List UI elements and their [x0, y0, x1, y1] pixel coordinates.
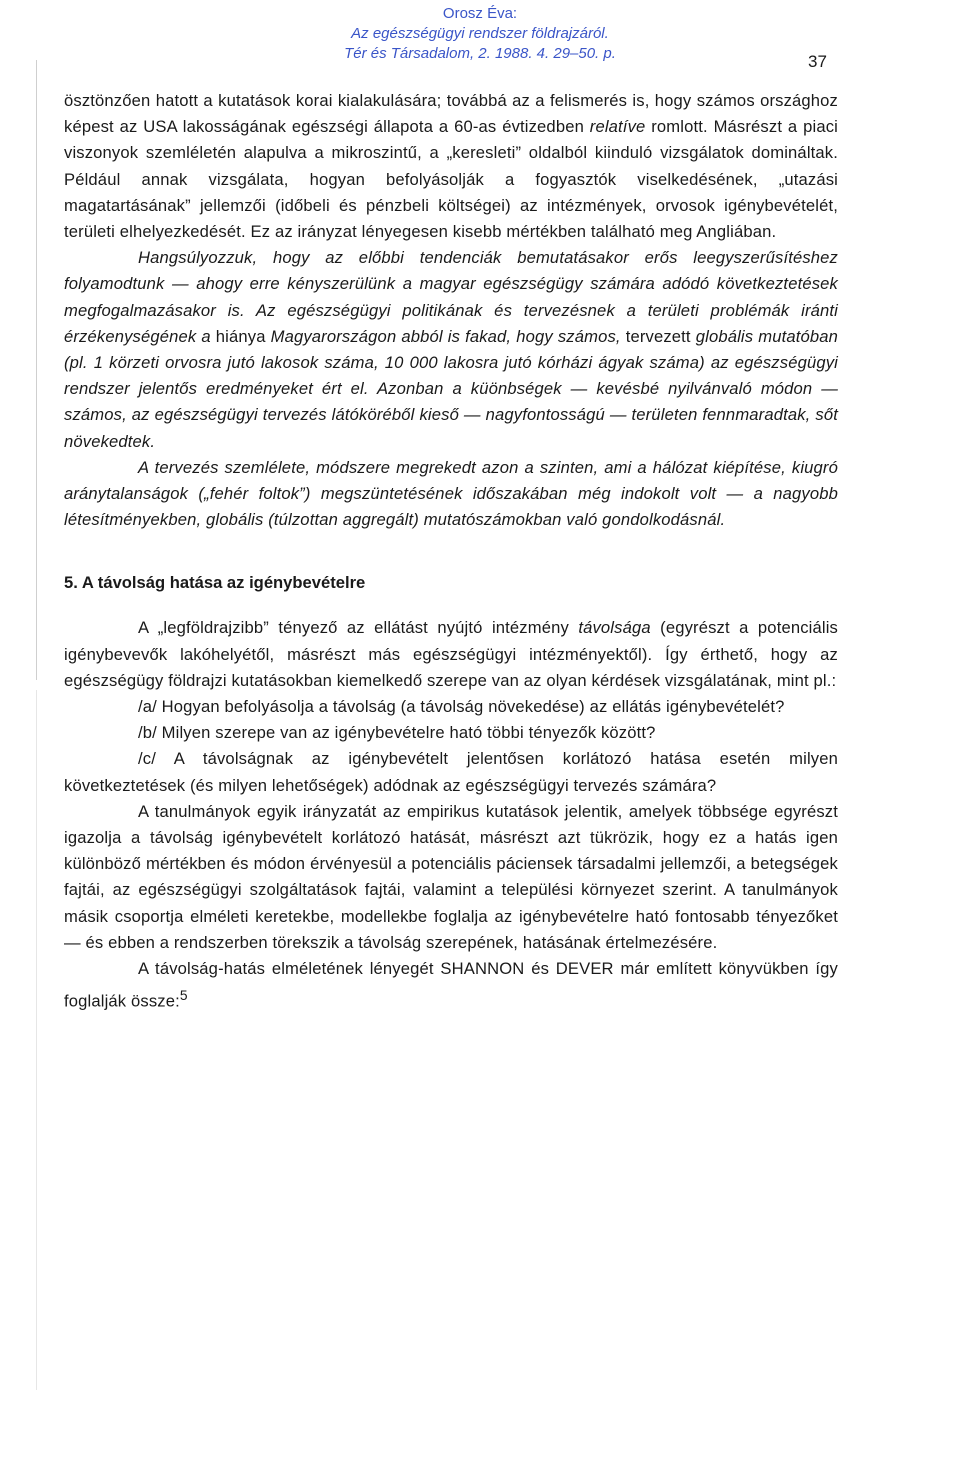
text-run: hiánya: [215, 326, 271, 346]
text-run: relatíve: [589, 117, 646, 137]
header-title: Az egészségügyi rendszer földrajzáról.: [351, 25, 609, 42]
paragraph: [64, 245, 838, 455]
footnote-ref: 5: [179, 987, 188, 1004]
text-run: tervezett: [620, 326, 696, 346]
text-run: A tanulmányok egyik irányzatát az empirikus kutatások jelentik, amelyek többsége egyrészt igazolja a távolság igénybevételt korlátozó hatását, másrészt azt tükrözik, hogy ez a hatás igen különböző mértékben és módon érvényesül a potenciális páciensek társadalmi jellemzői, a betegségek fajtái, az egészségügyi szolgáltatások fajtái, valamint a települési környezet szerint. A tanulmányok másik csoportja elméleti keretekbe, modellekbe foglalja az igénybevételre ható fontosabb tényezőket — és ebben a rendszerben törekszik a távolság szerepének, hatásának értelmezésére.: [64, 801, 838, 952]
text-run: A távolság-hatás elméletének lényegét SHANNON és DEVER már említett könyvükben így foglalják össze:: [64, 959, 838, 1011]
text-run: /a/ Hogyan befolyásolja a távolság (a távolság növekedése) az ellátás igénybevételét?: [138, 697, 785, 717]
text-run: romlott. Másrészt a piaci viszonyok szemléletén alapulva a mikroszintű, a „keresleti” oldalból kiinduló vizsgálatok domináltak. Például annak vizsgálata, hogyan befolyásolják a fogyasztók viselkedésének, „utazási magatartásának” jellemzői (időbeli és pénzbeli költségei) az intézmények, orvosok igénybevételét, területi elhelyezkedését. Ez az irányzat lényegesen kisebb mértékben található meg Angliában.: [64, 117, 838, 242]
text-run: Magyarországon abból is fakad, hogy számos,: [270, 326, 621, 346]
paragraph: [64, 799, 838, 956]
paragraph: [64, 615, 838, 694]
text-run: globális mutatóban (pl. 1 körzeti orvosra jutó lakosok száma, 10 000 lakosra jutó kórházi ágyak száma) az egészségügyi rendszer jelentős eredményeket ért el. Azonban a küönbségek — kevésbé nyilvánvaló módon — számos, az egészségügyi tervezés látóköréből kieső — nagyfontosságú — területen fennmaradtak, sőt növekedtek.: [64, 326, 839, 451]
text-run: A „legföldrajzibb” tényező az ellátást nyújtó intézmény: [138, 618, 579, 638]
section-paragraphs: [64, 615, 838, 1015]
text-run: távolsága: [578, 618, 651, 638]
top-paragraphs: [64, 88, 838, 533]
page-body: [64, 88, 838, 1015]
paragraph: [64, 956, 838, 1015]
paragraph: [64, 746, 838, 798]
paragraph: [64, 88, 838, 245]
paragraph: [64, 694, 838, 720]
paragraph: [64, 455, 838, 534]
header-author: Orosz Éva:: [442, 5, 518, 22]
header-source: Tér és Társadalom, 2. 1988. 4. 29–50. p.: [344, 45, 616, 62]
text-run: (egyrészt a potenciális igénybevevők lakóhelyétől, másrészt más egészségügyi intézményektől). Így érthető, hogy az egészségügy földrajzi kutatásokban kiemelkedő szerepe van az olyan kérdések vizsgálatának, mint pl.:: [64, 618, 838, 690]
scan-margin-line: [36, 60, 37, 680]
text-run: A tervezés szemlélete, módszere megrekedt azon a szinten, ami a hálózat kiépítése, kiugró aránytalanságok („fehér foltok”) megszüntetésének időszakában még indokolt volt — a nagyobb létesítményekben, globális (túlzottan aggregált) mutatószámokban való gondolkodásnál.: [64, 457, 838, 530]
text-run: /c/ A távolságnak az igénybevételt jelentősen korlátozó hatása esetén milyen következtetések (és milyen lehetőségek) adódnak az egészségügyi tervezés számára?: [64, 749, 838, 795]
paragraph: [64, 720, 838, 746]
page-number: 37: [808, 52, 827, 71]
running-header: [330, 4, 630, 64]
text-run: ösztönzően hatott a kutatások korai kialakulására; továbbá az a felismerés is, hogy számos országhoz képest az USA lakosságának egészségi állapota a 60-as évtizedben: [64, 91, 838, 137]
text-run: /b/ Milyen szerepe van az igénybevételre ható többi tényezők között?: [138, 723, 656, 743]
text-run: Hangsúlyozzuk, hogy az előbbi tendenciák bemutatásakor erős leegyszerűsítéshez folyamodtunk — ahogy erre kényszerülünk a magyar egészségügy számára adódó következtetések megfogalmazásakor is. Az egészségügyi politikának és tervezésnek a területi problémák iránti érzékenységének a: [64, 248, 838, 346]
scan-margin-line-lower: [36, 690, 37, 1390]
section-heading: 5. A távolság hatása az igénybevételre: [64, 573, 366, 593]
